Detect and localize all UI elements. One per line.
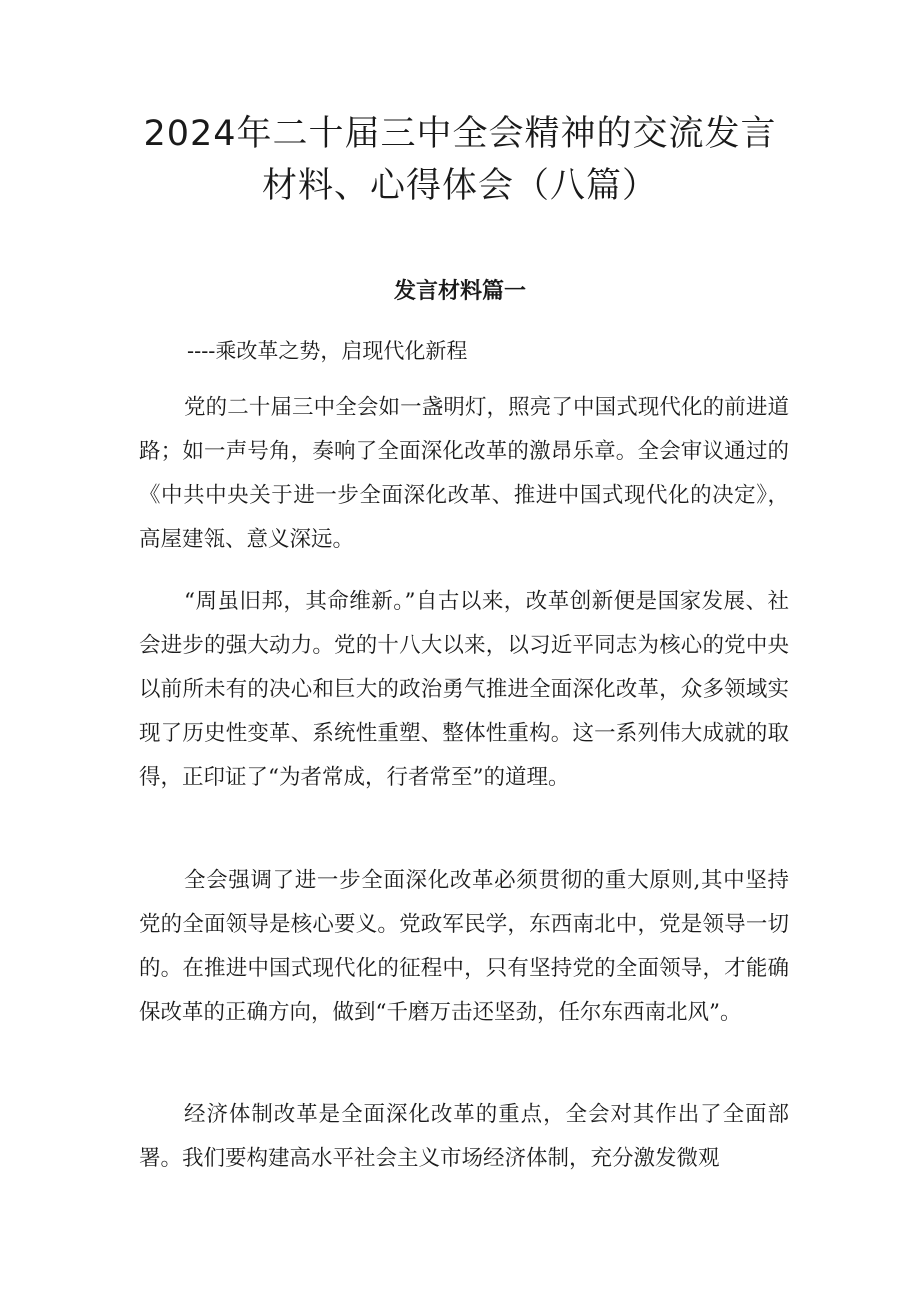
section-subtitle: ----乘改革之势，启现代化新程: [187, 339, 468, 363]
body-paragraph-4: 经济体制改革是全面深化改革的重点，全会对其作出了全面部署。我们要构建高水平社会主义市场经济体制，充分激发微观: [139, 1102, 789, 1171]
section-heading: 发言材料篇一: [393, 279, 526, 304]
body-paragraph-2: “周虽旧邦，其命维新。”自古以来，改革创新便是国家发展、社会进步的强大动力。党的十八大以来，以习近平同志为核心的党中央以前所未有的决心和巨大的政治勇气推进全面深化改革，众多领域实现了历史性变革、系统性重塑、整体性重构。这一系列伟大成就的取得，正印证了“为者常成，行者常至”的道理。: [139, 589, 789, 790]
body-paragraph-3: 全会强调了进一步全面深化改革必须贯彻的重大原则,其中坚持党的全面领导是核心要义。党政军民学，东西南北中，党是领导一切的。在推进中国式现代化的征程中，只有坚持党的全面领导，才能确保改革的正确方向，做到“千磨万击还坚劲，任尔东西南北风”。: [139, 868, 789, 1025]
body-paragraph-1: 党的二十届三中全会如一盏明灯，照亮了中国式现代化的前进道路；如一声号角，奏响了全面深化改革的激昂乐章。全会审议通过的《中共中央关于进一步全面深化改革、推进中国式现代化的决定》，高屋建瓴、意义深远。: [139, 395, 789, 552]
document-title: 2024年二十届三中全会精神的交流发言材料、心得体会（八篇）: [143, 114, 777, 206]
